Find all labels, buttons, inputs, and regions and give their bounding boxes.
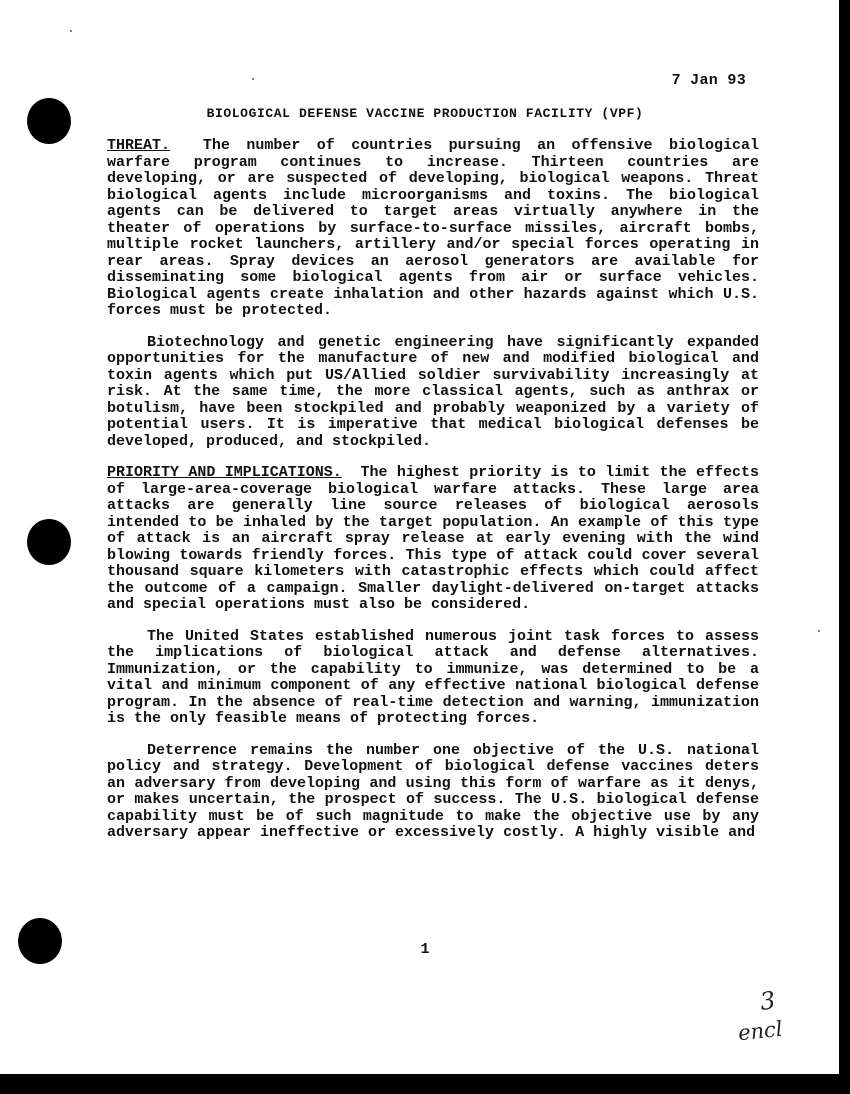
- paragraph-text: The highest priority is to limit the effects of large-area-coverage biological warfare attacks. These large area attacks are generally line source releases of biological aerosols intended to be inhaled by the target population. An example of this type of attack is an aircraft spray release at early evening with the wind blowing towards friendly forces. This type of attack could cover several thousand square kilometers with catastrophic effects which could affect the outcome of a campaign. Smaller daylight-delivered on-target attacks and special operations must also be considered.: [107, 464, 759, 613]
- paragraph-threat: [107, 138, 759, 320]
- paragraph-text: Deterrence remains the number one objective of the U.S. national policy and strategy. Development of biological defense vaccines deters an adversary from developing and using this form of warfare as it denys, or makes uncertain, the prospect of success. The U.S. biological defense capability must be of such magnitude to make the objective use by any adversary appear ineffective or excessively costly. A highly visible and: [107, 741, 759, 841]
- document-title: BIOLOGICAL DEFENSE VACCINE PRODUCTION FACILITY (VPF): [206, 106, 644, 121]
- document-body: [107, 138, 759, 857]
- scan-edge-right: [839, 0, 850, 1094]
- paragraph-biotechnology: [107, 335, 759, 451]
- handwritten-note: encl: [736, 1016, 784, 1046]
- paragraph-text: The number of countries pursuing an offensive biological warfare program continues to increase. Thirteen countries are developing, or are suspected of developing, biological weapons. Threat biological agents include microorganisms and toxins. The biological agents can be delivered to target areas virtually anywhere in the theater of operations by surface-to-surface missiles, aircraft bombs, multiple rocket launchers, artillery and/or special forces operating in rear areas. Spray devices an aerosol generators are available for disseminating some biological agents from air or surface vehicles. Biological agents create inhalation and other hazards against which U.S. forces must be protected.: [107, 137, 759, 319]
- handwritten-number: 3: [758, 986, 778, 1016]
- section-heading-threat: THREAT.: [107, 137, 171, 154]
- page-number: 1: [420, 941, 430, 958]
- paragraph-priority: [107, 465, 759, 614]
- scan-speck: [818, 630, 820, 632]
- scan-edge-bottom: [0, 1074, 850, 1094]
- paragraph-deterrence: [107, 743, 759, 842]
- paragraph-task-forces: [107, 629, 759, 728]
- paragraph-text: Biotechnology and genetic engineering have significantly expanded opportunities for the manufacture of new and modified biological and toxin agents which put US/Allied soldier survivability increasingly at risk. At the same time, the more classical agents, such as anthrax or botulism, have been stockpiled and probably weaponized by a variety of potential users. It is imperative that medical biological defenses be developed, produced, and stockpiled.: [107, 333, 759, 450]
- punch-hole-top: [27, 98, 71, 144]
- scan-speck: [252, 78, 254, 80]
- scan-speck: [70, 30, 72, 32]
- punch-hole-middle: [27, 519, 71, 565]
- paragraph-text: The United States established numerous joint task forces to assess the implications of biological attack and defense alternatives. Immunization, or the capability to immunize, was determined to be a vital and minimum component of any effective national biological defense program. In the absence of real-time detection and warning, immunization is the only feasible means of protecting forces.: [107, 627, 759, 727]
- section-heading-priority: PRIORITY AND IMPLICATIONS.: [107, 464, 342, 481]
- document-date: 7 Jan 93: [671, 72, 746, 89]
